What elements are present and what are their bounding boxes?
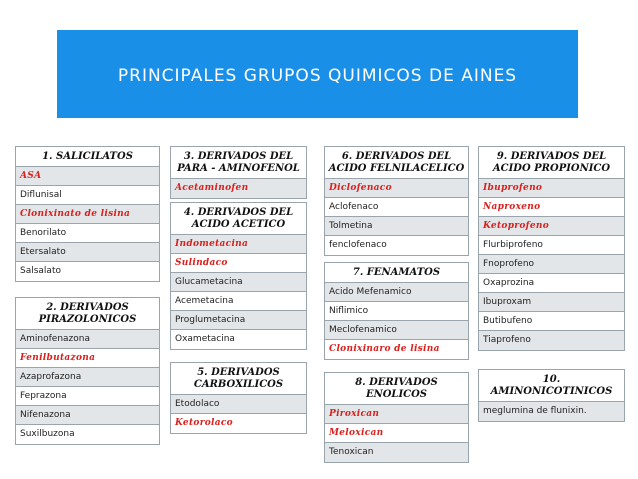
group-header: 4. DERIVADOS DEL ACIDO ACETICO: [171, 203, 306, 235]
page-title: PRINCIPALES GRUPOS QUIMICOS DE AINES: [117, 66, 518, 86]
group-acido-acetico: [170, 202, 307, 350]
drug-item: Acetaminofen: [171, 179, 306, 198]
title-banner: [57, 30, 578, 118]
drug-item: Nifenazona: [16, 406, 159, 425]
group-header: 1. SALICILATOS: [16, 147, 159, 167]
drug-item: Meclofenamico: [325, 321, 468, 340]
drug-item: Aminofenazona: [16, 330, 159, 349]
drug-item: Glucametacina: [171, 273, 306, 292]
drug-item: Clonixinaro de lisina: [329, 344, 440, 354]
drug-item: Ketorolaco: [175, 418, 233, 428]
drug-item: Piroxican: [325, 405, 468, 424]
group-para-aminofenol: [170, 146, 307, 199]
group-enolicos: [324, 372, 469, 463]
drug-item: Oxaprozina: [479, 274, 624, 293]
group-header: 8. DERIVADOS ENOLICOS: [325, 373, 468, 405]
group-header: 10. AMINONICOTINICOS: [479, 370, 624, 402]
group-aminonicotinicos: [478, 369, 625, 422]
drug-item: Oxametacina: [175, 334, 235, 344]
drug-item: ASA: [16, 167, 159, 186]
group-salicilatos: [15, 146, 160, 282]
drug-item: Proglumetacina: [171, 311, 306, 330]
drug-item: Etersalato: [16, 243, 159, 262]
group-header: 7. FENAMATOS: [325, 263, 468, 283]
drug-item: fenclofenaco: [329, 240, 387, 250]
group-header: 2. DERIVADOS PIRAZOLONICOS: [16, 298, 159, 330]
group-header: 9. DERIVADOS DEL ACIDO PROPIONICO: [479, 147, 624, 179]
drug-item: Indometacina: [171, 235, 306, 254]
drug-item: Fenilbutazona: [16, 349, 159, 368]
drug-item: Salsalato: [20, 266, 61, 276]
drug-item: Tenoxican: [325, 443, 468, 462]
drug-item: Acido Mefenamico: [325, 283, 468, 302]
drug-item: Niflimico: [325, 302, 468, 321]
drug-item: Diclofenaco: [325, 179, 468, 198]
group-carboxilicos: [170, 362, 307, 434]
drug-item: Azaprofazona: [16, 368, 159, 387]
drug-item: Naproxeno: [479, 198, 624, 217]
drug-item: Diflunisal: [16, 186, 159, 205]
group-acido-felnilacelico: [324, 146, 469, 256]
drug-item: Acemetacina: [171, 292, 306, 311]
drug-item: Ibuproxam: [479, 293, 624, 312]
drug-item: Ketoprofeno: [479, 217, 624, 236]
drug-item: Fnoprofeno: [479, 255, 624, 274]
drug-item: Tiaprofeno: [479, 331, 624, 350]
drug-item: Suxilbuzona: [20, 429, 75, 439]
drug-item: Tolmetina: [325, 217, 468, 236]
group-pirazolonicos: [15, 297, 160, 445]
group-header: 3. DERIVADOS DEL PARA - AMINOFENOL: [171, 147, 306, 179]
drug-item: Aclofenaco: [325, 198, 468, 217]
drug-item: Butibufeno: [479, 312, 624, 331]
drug-item: Meloxican: [325, 424, 468, 443]
drug-item: Feprazona: [16, 387, 159, 406]
group-header: 5. DERIVADOS CARBOXILICOS: [171, 363, 306, 395]
group-acido-propionico: [478, 146, 625, 351]
drug-item: Clonixinato de lisina: [16, 205, 159, 224]
drug-item: Etodolaco: [171, 395, 306, 414]
group-fenamatos: [324, 262, 469, 360]
drug-item: meglumina de flunixin.: [479, 402, 624, 421]
drug-item: Flurbiprofeno: [479, 236, 624, 255]
group-header: 6. DERIVADOS DEL ACIDO FELNILACELICO: [325, 147, 468, 179]
drug-item: Ibuprofeno: [479, 179, 624, 198]
drug-item: Benorilato: [16, 224, 159, 243]
drug-item: Sulindaco: [171, 254, 306, 273]
